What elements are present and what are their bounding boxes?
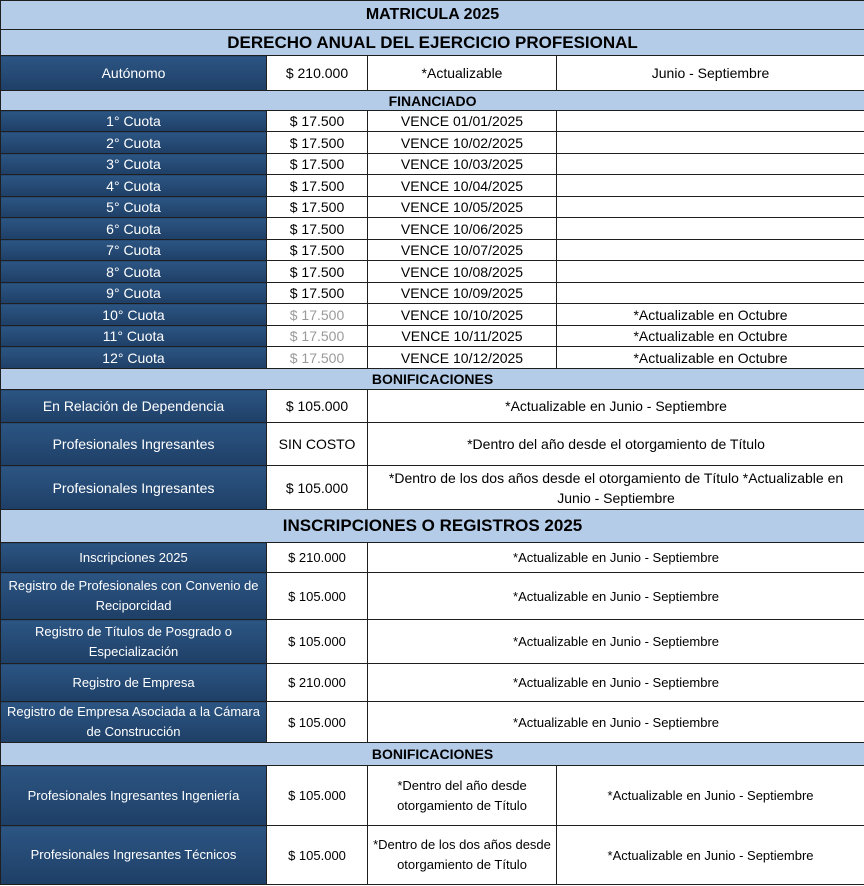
page-title: MATRICULA 2025 xyxy=(1,1,864,30)
amount-cell: $ 17.500 xyxy=(267,154,368,175)
note-cell: *Actualizable en Octubre xyxy=(557,347,864,369)
amount-cell: $ 105.000 xyxy=(267,620,368,664)
note-cell xyxy=(557,197,864,218)
row-label: En Relación de Dependencia xyxy=(1,390,267,423)
section-annual-header: DERECHO ANUAL DEL EJERCICIO PROFESIONAL xyxy=(1,30,864,56)
row-label: 11° Cuota xyxy=(1,326,267,347)
bonus-row xyxy=(1,826,864,885)
section-registrations-header: INSCRIPCIONES O REGISTROS 2025 xyxy=(1,510,864,543)
installment-row xyxy=(1,326,864,347)
note-cell: *Actualizable en Junio - Septiembre xyxy=(368,390,864,423)
due-date-cell: VENCE 01/01/2025 xyxy=(368,111,557,132)
amount-cell: $ 105.000 xyxy=(267,466,368,510)
registration-row xyxy=(1,573,864,620)
bonus-header: BONIFICACIONES xyxy=(1,743,864,766)
bonus-row xyxy=(1,466,864,510)
due-date-cell: VENCE 10/06/2025 xyxy=(368,218,557,240)
row-label: 9° Cuota xyxy=(1,283,267,304)
amount-cell: $ 17.500 xyxy=(267,218,368,240)
amount-cell: $ 17.500 xyxy=(267,132,368,154)
note-cell: *Actualizable en Junio - Septiembre xyxy=(557,766,864,826)
amount-cell: $ 210.000 xyxy=(267,664,368,702)
row-label: Inscripciones 2025 xyxy=(1,543,267,573)
note-cell xyxy=(557,111,864,132)
autonomo-row xyxy=(1,56,864,91)
bonus-row xyxy=(1,390,864,423)
row-label: Registro de Títulos de Posgrado o Especialización xyxy=(1,620,267,664)
row-label: Registro de Empresa Asociada a la Cámara de Construcción xyxy=(1,702,267,743)
amount-cell: $ 210.000 xyxy=(267,543,368,573)
installment-row xyxy=(1,261,864,283)
registration-row xyxy=(1,620,864,664)
note-cell xyxy=(557,175,864,197)
note-cell: *Actualizable en Octubre xyxy=(557,326,864,347)
row-label: 4° Cuota xyxy=(1,175,267,197)
amount-cell: $ 105.000 xyxy=(267,766,368,826)
due-date-cell: VENCE 10/11/2025 xyxy=(368,326,557,347)
amount-cell: $ 17.500 xyxy=(267,326,368,347)
row-label: Registro de Profesionales con Convenio de Reciporcidad xyxy=(1,573,267,620)
amount-cell: $ 17.500 xyxy=(267,175,368,197)
note-cell: *Actualizable en Junio - Septiembre xyxy=(368,620,864,664)
amount-cell: $ 105.000 xyxy=(267,390,368,423)
financed-header: FINANCIADO xyxy=(1,91,864,111)
due-date-cell: VENCE 10/02/2025 xyxy=(368,132,557,154)
row-label: 6° Cuota xyxy=(1,218,267,240)
row-label: 8° Cuota xyxy=(1,261,267,283)
due-date-cell: VENCE 10/12/2025 xyxy=(368,347,557,369)
bonus-row xyxy=(1,766,864,826)
period-cell: Junio - Septiembre xyxy=(557,56,864,91)
row-label: 7° Cuota xyxy=(1,240,267,261)
due-date-cell: VENCE 10/10/2025 xyxy=(368,304,557,326)
amount-cell: $ 17.500 xyxy=(267,111,368,132)
bonus-header: BONIFICACIONES xyxy=(1,369,864,390)
note-cell: *Actualizable en Junio - Septiembre xyxy=(368,664,864,702)
note-cell: *Actualizable en Junio - Septiembre xyxy=(368,573,864,620)
registration-row xyxy=(1,702,864,743)
row-label: 1° Cuota xyxy=(1,111,267,132)
note-cell: *Actualizable en Junio - Septiembre xyxy=(368,702,864,743)
installment-row xyxy=(1,132,864,154)
row-label: Registro de Empresa xyxy=(1,664,267,702)
note-cell: *Actualizable en Octubre xyxy=(557,304,864,326)
note-cell: *Dentro del año desde el otorgamiento de Título xyxy=(368,423,864,466)
installment-row xyxy=(1,197,864,218)
due-date-cell: VENCE 10/09/2025 xyxy=(368,283,557,304)
row-label: 12° Cuota xyxy=(1,347,267,369)
note-cell xyxy=(557,154,864,175)
amount-cell: $ 105.000 xyxy=(267,702,368,743)
amount-cell: $ 17.500 xyxy=(267,240,368,261)
note-cell: *Actualizable xyxy=(368,56,557,91)
installment-row xyxy=(1,154,864,175)
note-cell: *Actualizable en Junio - Septiembre xyxy=(368,543,864,573)
registration-row xyxy=(1,543,864,573)
due-date-cell: VENCE 10/03/2025 xyxy=(368,154,557,175)
amount-cell: $ 17.500 xyxy=(267,347,368,369)
amount-cell: SIN COSTO xyxy=(267,423,368,466)
installment-row xyxy=(1,347,864,369)
amount-cell: $ 210.000 xyxy=(267,56,368,91)
row-label: Profesionales Ingresantes xyxy=(1,466,267,510)
installment-row xyxy=(1,283,864,304)
note-cell xyxy=(557,240,864,261)
note-cell: *Dentro de los dos años desde el otorgamiento de Título *Actualizable en Junio - Septiembre xyxy=(368,466,864,510)
row-label: 5° Cuota xyxy=(1,197,267,218)
due-date-cell: VENCE 10/07/2025 xyxy=(368,240,557,261)
due-date-cell: VENCE 10/04/2025 xyxy=(368,175,557,197)
installment-row xyxy=(1,304,864,326)
due-date-cell: VENCE 10/05/2025 xyxy=(368,197,557,218)
amount-cell: $ 105.000 xyxy=(267,826,368,885)
amount-cell: $ 17.500 xyxy=(267,197,368,218)
bonus-row xyxy=(1,423,864,466)
condition-cell: *Dentro del año desde otorgamiento de Título xyxy=(368,766,557,826)
row-label: 3° Cuota xyxy=(1,154,267,175)
note-cell xyxy=(557,283,864,304)
note-cell: *Actualizable en Junio - Septiembre xyxy=(557,826,864,885)
amount-cell: $ 17.500 xyxy=(267,283,368,304)
amount-cell: $ 17.500 xyxy=(267,304,368,326)
row-label: Profesionales Ingresantes Ingeniería xyxy=(1,766,267,826)
note-cell xyxy=(557,132,864,154)
installment-row xyxy=(1,218,864,240)
registration-row xyxy=(1,664,864,702)
installment-row xyxy=(1,175,864,197)
row-label: 10° Cuota xyxy=(1,304,267,326)
installment-row xyxy=(1,240,864,261)
row-label: Profesionales Ingresantes Técnicos xyxy=(1,826,267,885)
note-cell xyxy=(557,261,864,283)
row-label: Autónomo xyxy=(1,56,267,91)
row-label: 2° Cuota xyxy=(1,132,267,154)
row-label: Profesionales Ingresantes xyxy=(1,423,267,466)
amount-cell: $ 105.000 xyxy=(267,573,368,620)
condition-cell: *Dentro de los dos años desde otorgamiento de Título xyxy=(368,826,557,885)
installment-row xyxy=(1,111,864,132)
due-date-cell: VENCE 10/08/2025 xyxy=(368,261,557,283)
note-cell xyxy=(557,218,864,240)
amount-cell: $ 17.500 xyxy=(267,261,368,283)
